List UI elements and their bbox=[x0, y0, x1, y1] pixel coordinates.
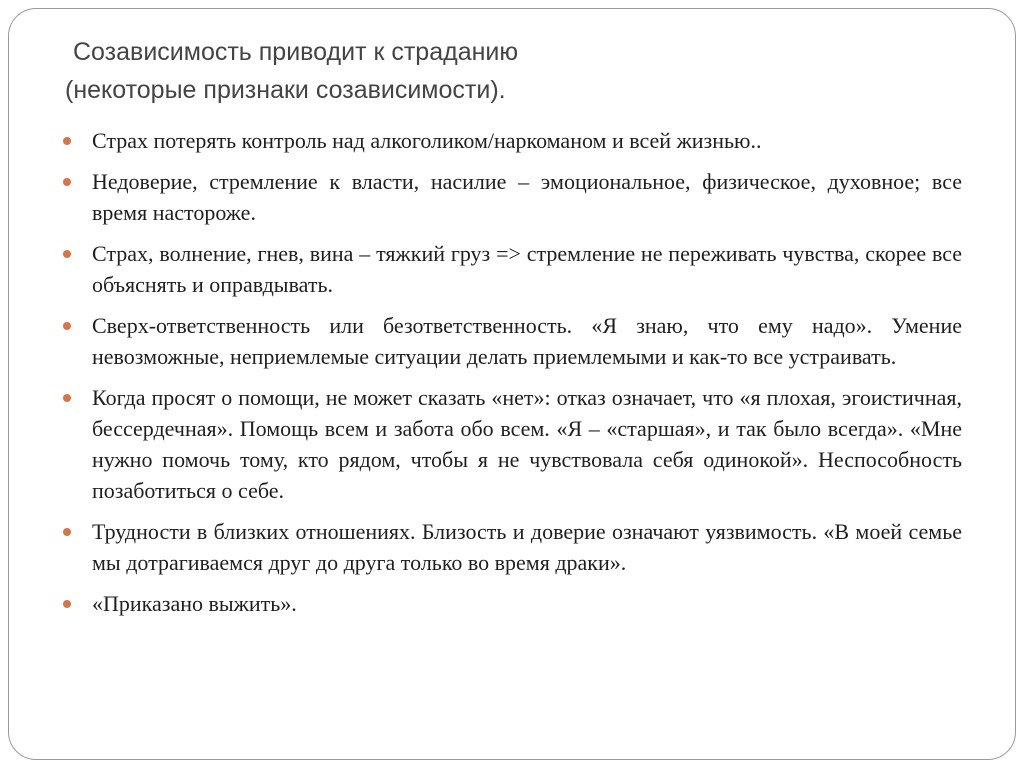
bullet-dot-icon bbox=[63, 528, 71, 536]
list-item bbox=[92, 588, 962, 619]
bullet-dot-icon bbox=[63, 322, 71, 330]
bullet-dot-icon bbox=[63, 394, 71, 402]
bullet-list bbox=[92, 125, 962, 629]
list-item-text: Страх потерять контроль над алкоголиком/наркоманом и всей жизнью.. bbox=[92, 128, 762, 153]
list-item-text: Сверх-ответственность или безответственность. «Я знаю, что ему надо». Умение невозможные, неприемлемые ситуации делать приемлемыми и как-то все устраивать. bbox=[92, 313, 962, 369]
list-item bbox=[92, 166, 962, 228]
bullet-dot-icon bbox=[63, 600, 71, 608]
list-item-text: «Приказано выжить». bbox=[92, 591, 297, 616]
list-item bbox=[92, 382, 962, 506]
slide-title bbox=[65, 33, 965, 109]
bullet-dot-icon bbox=[63, 250, 71, 258]
list-item-text: Трудности в близких отношениях. Близость и доверие означают уязвимость. «В моей семье мы дотрагиваемся друг до друга только во время драки». bbox=[92, 519, 962, 575]
list-item bbox=[92, 310, 962, 372]
bullet-dot-icon bbox=[63, 178, 71, 186]
list-item-text: Недоверие, стремление к власти, насилие – эмоциональное, физическое, духовное; все время настороже. bbox=[92, 169, 962, 225]
list-item-text: Когда просят о помощи, не может сказать «нет»: отказ означает, что «я плохая, эгоистичная, бессердечная». Помощь всем и забота обо всем. «Я – «старшая», и так было всегда». «Мне нужно помочь тому, кто рядом, чтобы я не чувствовала себя одинокой». Неспособность позаботиться о себе. bbox=[92, 385, 962, 503]
title-line-2: (некоторые признаки созависимости). bbox=[65, 76, 506, 104]
title-line-1: Созависимость приводит к страданию bbox=[73, 38, 519, 66]
list-item bbox=[92, 516, 962, 578]
list-item bbox=[92, 238, 962, 300]
list-item-text: Страх, волнение, гнев, вина – тяжкий груз => стремление не переживать чувства, скорее все объяснять и оправдывать. bbox=[92, 241, 962, 297]
list-item bbox=[92, 125, 962, 156]
bullet-dot-icon bbox=[63, 137, 71, 145]
